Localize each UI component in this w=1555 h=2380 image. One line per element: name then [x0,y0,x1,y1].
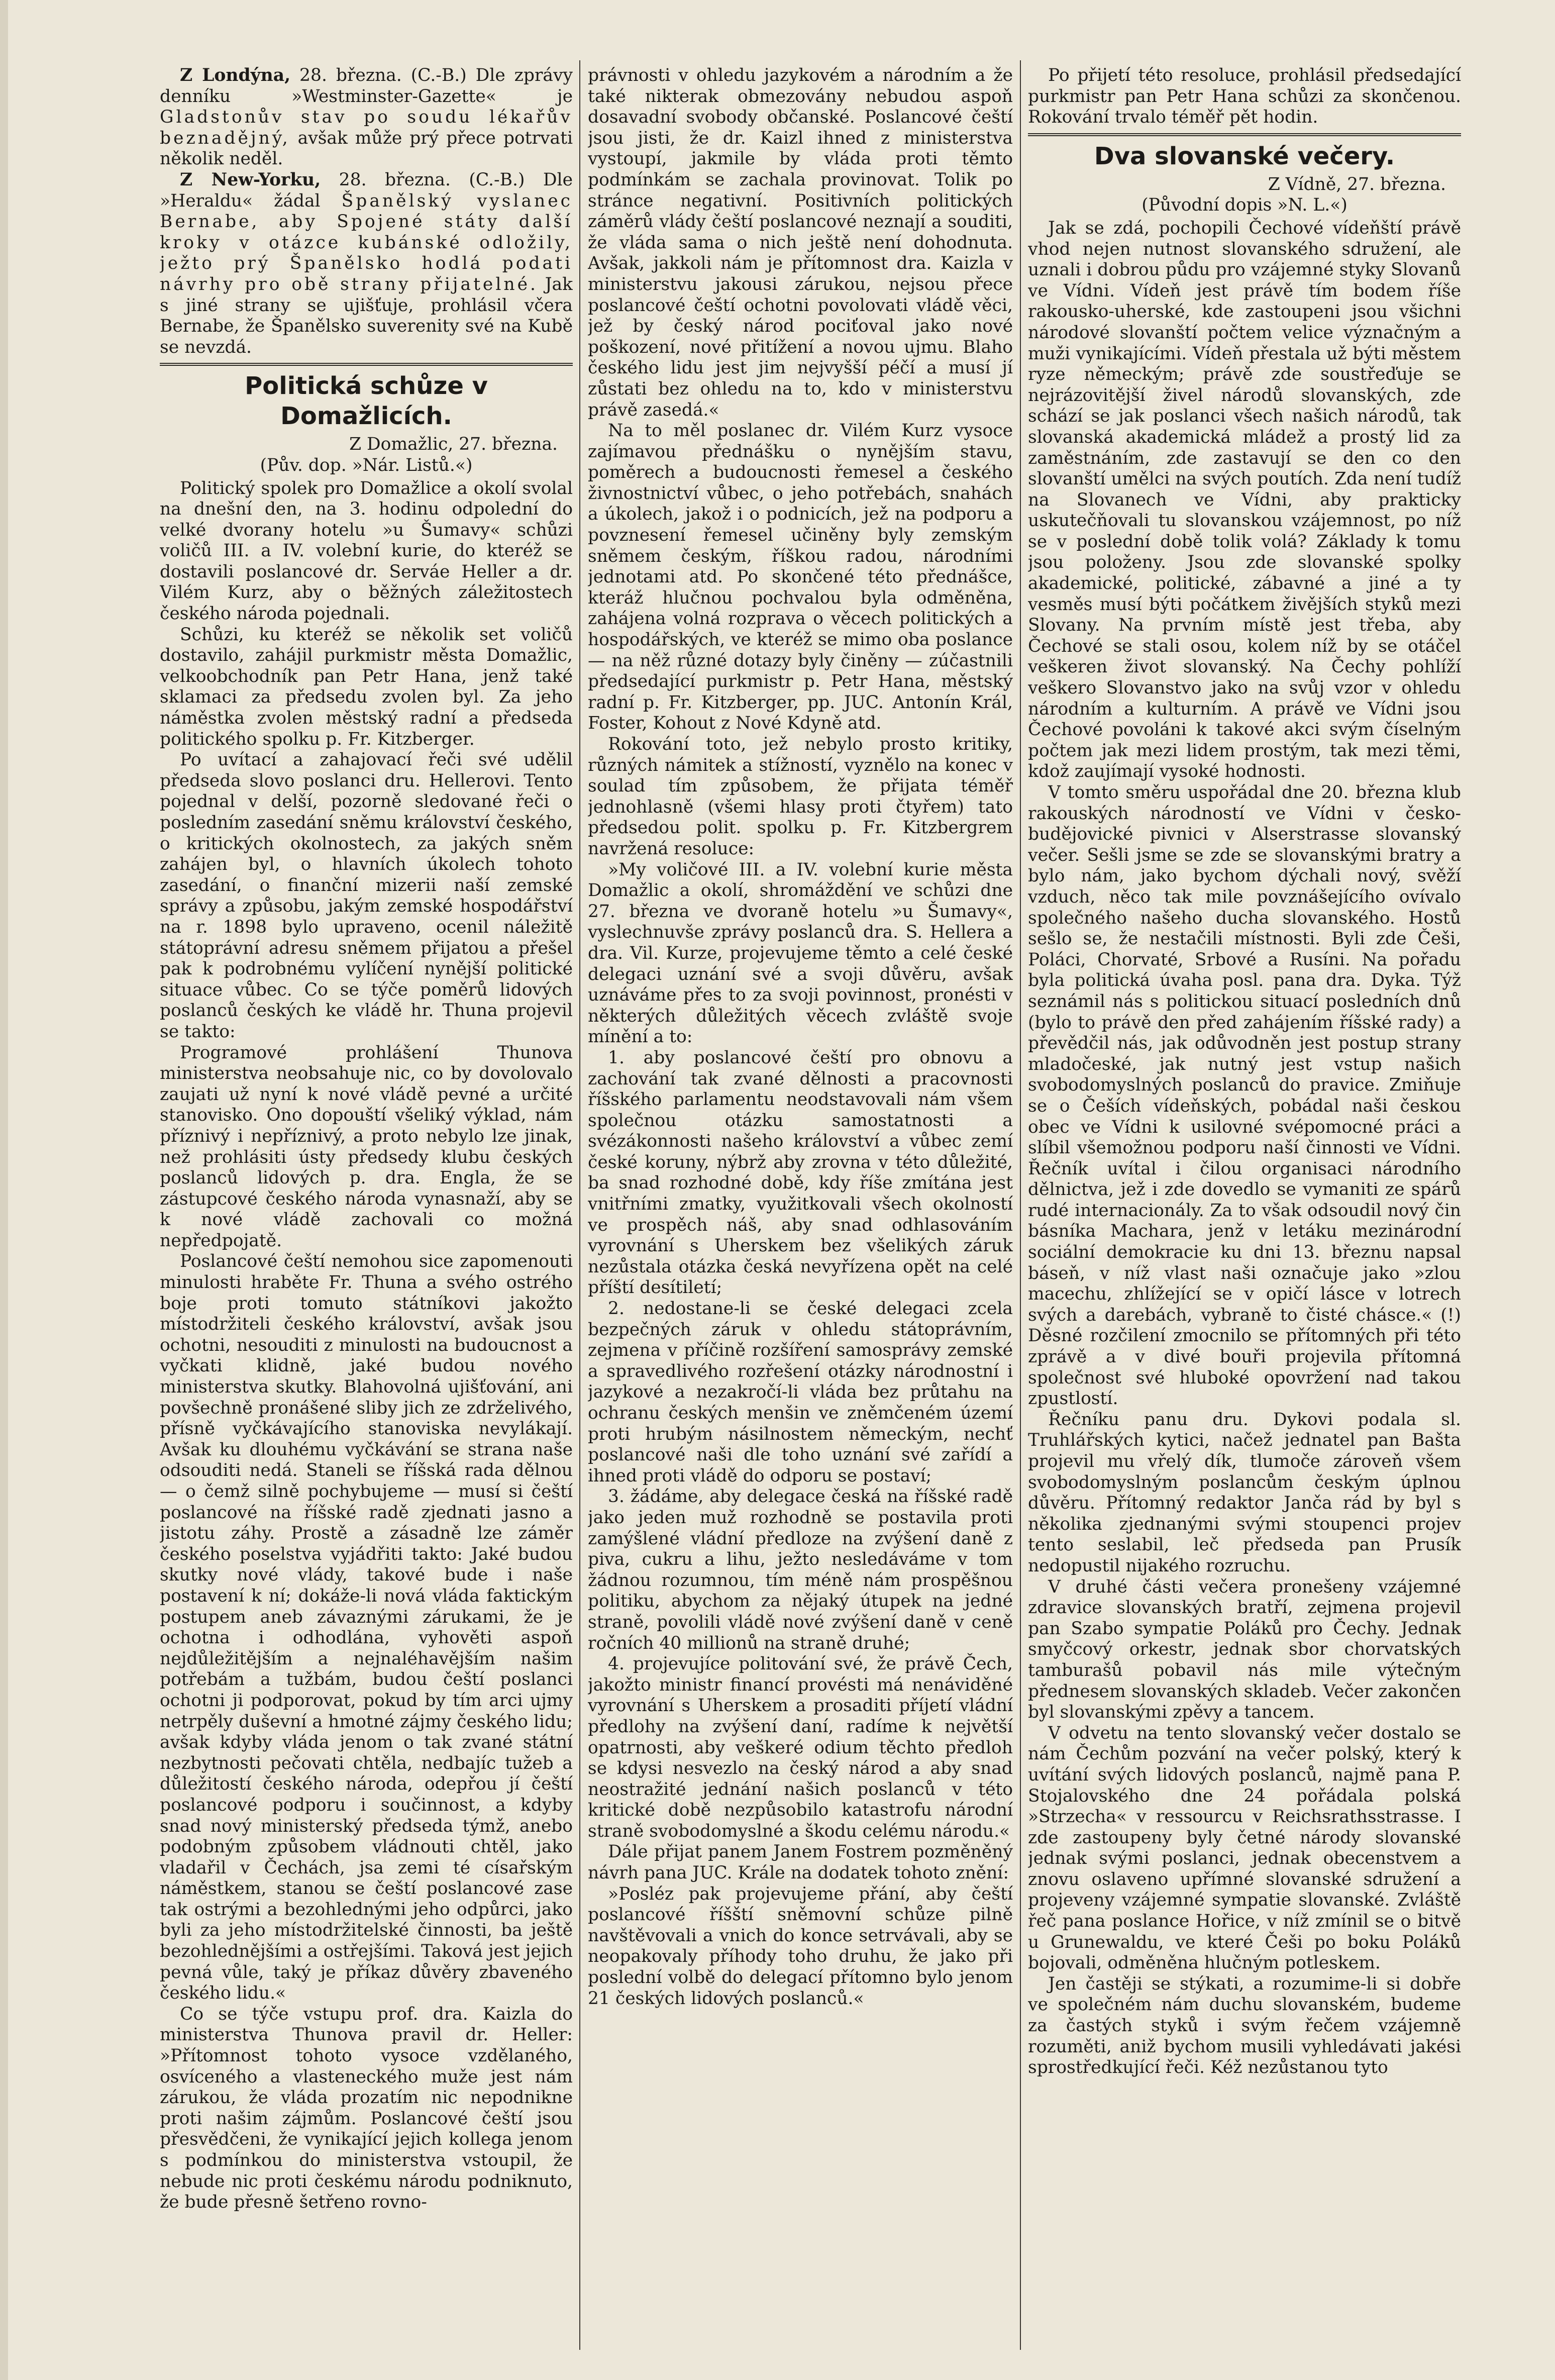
source-note: (Pův. dop. »Nár. Listů.«) [260,455,473,475]
column-1 [160,65,573,2350]
dateline: Z Domažlic, 27. března. [349,434,558,455]
paragraph: Schůzi, ku kteréž se několik set voličů dostavilo, zahájil purkmistr města Domažlic, velkoobchodník pan Petr Hana, jenž také sklamaci za předsedu zvolen byl. Za jeho náměstka zvolen městský radní a předseda politického spolku p. Fr. Kitzberger. [160,624,573,749]
paragraph: V druhé části večera pronešeny vzájemné zdravice slovanských bratří, zejmena projevil pan Szabo sympatie Poláků pro Čechy. Jednak smyčcový orkestr, jednak sbor chorvatských tamburašů pobavil nás mile výtečným přednesem slovanských skladeb. Večer zakončen byl slovanskými zpěvy a tancem. [1028,1576,1461,1723]
paragraph: Poslancové čeští nemohou sice zapomenouti minulosti hraběte Fr. Thuna a svého ostrého boje proti tomuto státníkovi jakožto místodržiteli českého království, avšak jsou ochotni, nesouditi z minulosti na budoucnost a vyčkati klidně, jaké budou nového ministerstva skutky. Blahovolná ujišťování, ani povšechně pronášené sliby jich ze zdrželivého, přísně vyčkávajícího stanoviska nevylákají. Avšak ku dlouhému vyčkávání se strana naše odsouditi nedá. Staneli se říšská rada dělnou — o čemž silně pochybujeme — musí si čeští poslancové na říšské radě zjednati jasno a jistotu záhy. Prostě a zásadně lze záměr českého poselstva vyjádřiti takto: Jaké budou skutky nové vlády, takové bude i naše postavení k ní; dokáže-li nová vláda faktickým postupem aneb závaznými zárukami, že je ochotna i odhodlána, vyhověti aspoň nejdůležitějším a nejnaléhavějším našim potřebám a tužbám, budou čeští poslanci ochotni ji podporovat, pokud by tím arci ujmy netrpěly duševní a hmotné zájmy českého lidu; avšak kdyby vláda jenom o tak zvané státní nezbytnosti pečovati chtěla, nedbajíc tužeb a důležitostí českého národa, odepřou jí čeští poslancové podporu i součinnost, a kdyby snad nový ministerský předseda týmž, anebo podobným způsobem vládnouti chtěl, jako vladařil v Čechách, jsa zemi té císařským náměstkem, stanou se čeští poslancové zase tak ostrými a bezohlednými jeho odpůrci, jako byli za jeho místodržitelské činnosti, ba ještě bezohlednějšími a ostřejšími. Taková jest jejich pevná vůle, taký je příkaz důvěry zbaveného českého lidu.« [160,1251,573,2004]
column-divider-1 [579,60,580,2350]
column-2 [588,65,1013,2350]
resolution-point-2: 2. nedostane-li se české delegaci zcela bezpečných záruk v ohledu státoprávním, zejmena v příčině rozšíření samosprávy zemské a spravedlivého rozřešení otázky národnostní i jazykové a nezakročí-li vláda bez průtahu na ochranu českých menšin ve zněmčeném území proti hrubým násilnostem německým, nechť poslancové naši dle toho uznání své zařídí a ihned proti vládě do odporu se postaví; [588,1299,1013,1486]
dateline: Z Vídně, 27. března. [1268,174,1446,194]
paragraph: Dále přijat panem Janem Fostrem pozměněný návrh pana JUC. Krále na dodatek tohoto znění: [588,1842,1013,1883]
paragraph: »Posléz pak projevujeme přání, aby čeští poslancové říšští sněmovní schůze pilně navštěvovali a vnich do konce setrvávali, aby se neopakovaly příhody toho druhu, že jako při poslední volbě do delegací přítomno bylo jenom 21 českých lidových poslanců.« [588,1883,1013,2009]
paragraph: právnosti v ohledu jazykovém a národním a že také nikterak obmezovány nebudou aspoň dosavadní svobody občanské. Poslancové čeští jsou jisti, že dr. Kaizl ihned z ministerstva vystoupí, jakmile by vláda proti těmto podmínkám se zachala provinovat. Tolik po stránce negativní. Positivních politických záměrů vlády čeští poslancové neznají a souditi, že vláda sama o nich ještě není dohodnuta. Avšak, jakkoli nám je přítomnost dra. Kaizla v ministerstvu jakousi zárukou, nejsou přece poslancové čeští ochotni povolovati vládě věci, jež by český národ pociťoval jako nové poškození, nové přitížení a novou ujmu. Blaho českého lidu jest jim nejvyšší péčí a musí jí zůstati bez ohledu na to, kdo v ministerstvu právě zasedá.« [588,65,1013,420]
section-rule [1028,133,1461,136]
section-rule [160,363,573,366]
paragraph: Na to měl poslanec dr. Vilém Kurz vysoce zajímavou přednášku o nynějším stavu, poměrech a budoucnosti řemesel a českého živnostnictví vůbec, o jeho potřebách, snahách a úkolech, jakož i o podnicích, jež na podporu a povznesení řemesel učiněny byly zemským sněmem českým, říškou radou, národními jednotami atd. Po skončené této přednášce, kteráž hlučnou pochvalou byla odměněna, zahájena volná rozprava o věcech politických a hospodářských, ve kteréž se mimo oba poslance — na něž různé dotazy byly činěny — zúčastnili předsedající purkmistr p. Petr Hana, městský radní p. Fr. Kitzberger, pp. JUC. Antonín Král, Foster, Kohout z Nové Kdyně atd. [588,421,1013,734]
news-item-london: Z Londýna, 28. března. (C.-B.) Dle zprávy denníku »Westminster-Gazette« je Gladstonův stav po soudu lékařův beznadějný, avšak může prý přece potrvati několik neděl. [160,65,573,169]
paragraph: V odvetu na tento slovanský večer dostalo se nám Čechům pozvání na večer polský, který k uvítání svých lidových poslanců, najmě pana P. Stojalovského dne 24 pořádala polská »Strzecha« v ressourcu v Reichsrathsstrasse. I zde zastoupeny byly četné národy slovanské jednak svými poslanci, jednak obecenstvem a znovu oslaveno upřímné slovanské sdružení a projeveny vzájemné sympatie slovanské. Zvláště řeč pana poslance Hořice, v níž zmínil se o bitvě u Grunewaldu, ve které Češi po boku Poláků bojovali, odměněna hlučným potleskem. [1028,1723,1461,1973]
paragraph: Jen častěji se stýkati, a rozumime-li si dobře ve společném nám duchu slovanském, budeme za častých styků i svým řečem vzájemně rozuměti, aniž bychom musili vyhledávati jakési sprostředkující řeči. Kéž nezůstanou tyto [1028,1973,1461,2078]
paragraph: Programové prohlášení Thunova ministerstva neobsahuje nic, co by dovolovalo zaujati už nyní k nové vládě pevné a určité stanovisko. Ono dopouští všeliký výklad, nám příznivý i nepříznivý, a proto nebylo lze jinak, než prohlásiti ústy předsedy klubu českých poslanců lidových p. dra. Engla, že se zástupcové českého národa vynasnaží, aby se k nové vládě zachovali co možná nepředpojatě. [160,1042,573,1251]
resolution-point-1: 1. aby poslancové čeští pro obnovu a zachování tak zvané dělnosti a pracovnosti říšského parlamentu neodstavovali nám všem společnou otázku samostatnosti a svézákonnosti našeho království a vůbec zemí české koruny, nýbrž aby zrovna v této důležité, ba snad rozhodné době, kdy říše zmítána jest vnitřními zmatky, využitkovali všech okolností ve prospěch náš, aby snad odhlasováním vyrovnání s Uherskem bez všelikých záruk nezůstala otázka česká nevyřízena opět na celé příští desítiletí; [588,1047,1013,1298]
paragraph: Po přijetí této resoluce, prohlásil předsedající purkmistr pan Petr Hana schůzi za skončenou. Rokování trvalo téměř pět hodin. [1028,65,1461,128]
headline-dva-slovanske-vecery: Dva slovanské večery. [1094,142,1395,170]
paragraph: Po uvítací a zahajovací řeči své udělil předseda slovo poslanci dru. Hellerovi. Tento pojednal v delší, pozorně sledované řeči o posledním zasedání sněmu království českého, o kritických okolnostech, za jakých sněm zahájen byl, o hlavních úkolech tohoto zasedání, o finanční mizerii naší zemské správy a způsobu, jakým zemské hospodářství na r. 1898 bylo upraveno, ocenil náležitě státoprávní adresu sněmem přijatou a přešel pak k podrobnému vylíčení nynější politické situace vůbec. Co se týče poměrů lidových poslanců českých ke vládě hr. Thuna projevil se takto: [160,750,573,1042]
resolution-point-4: 4. projevujíce politování své, že právě Čech, jakožto ministr financí provésti má nenáviděné vyrovnání s Uherskem a prosaditi příjetí vládní předlohy na zvýšení daní, radíme k největší opatrnosti, aby veškeré odium těchto předloh se kdysi nesvezlo na český národ a aby snad neostražité jednání našich poslanců v této kritické době nezpůsobilo katastrofu národní straně svobodomyslné a škodu celému národu.« [588,1654,1013,1841]
resolution-paragraph: »My voličové III. a IV. volební kurie města Domažlic a okolí, shromáždění ve schůzi dne 27. března ve dvoraně hotelu »u Šumavy«, vyslechnuvše zprávy poslanců dra. S. Hellera a dra. Vil. Kurze, projevujeme těmto a celé české delegaci uznání své a svoji důvěru, avšak uznáváme přes to za svoji povinnost, pronésti v některých důležitých věcech zvláště svoje mínění a to: [588,859,1013,1047]
source-note: (Původní dopis »N. L.«) [1142,195,1347,216]
paragraph: Politický spolek pro Domažlice a okolí svolal na dnešní den, na 3. hodinu odpolední do velké dvorany hotelu »u Šumavy« schůzi voličů III. a IV. volební kurie, do kteréž se dostavili poslancové dr. Serváe Heller a dr. Vilém Kurz, aby o běžných záležitostech českého národa pojednali. [160,478,573,624]
paragraph: Co se týče vstupu prof. dra. Kaizla do ministerstva Thunova pravil dr. Heller: »Přítomnost tohoto vysoce vzdělaného, osvíceného a vlasteneckého muže jest nám zárukou, že vláda prozatím nic nepodnikne proti našim zájmům. Poslancové čeští jsou přesvědčeni, že vynikající jejich kollega jenom s podmínkou do ministerstva vstoupil, že nebude nic proti českému národu podniknuto, že bude přesně šetřeno rovno- [160,2004,573,2213]
headline-politicka-schuze: Politická schůze v Domažlicích. [245,372,488,431]
column-3 [1028,65,1461,2350]
paragraph: Řečníku panu dru. Dykovi podala sl. Truhlářských kytici, načež jednatel pan Bašta projevil mu vřelý dík, tlumoče zároveň všem svobodomyslným poslancům českým úplnou důvěru. Přítomný redaktor Janča rád by byl s několika zjednanými svými stoupenci projev tento seslabil, leč předseda pan Prusík nedopustil nijakého rozruchu. [1028,1409,1461,1576]
resolution-point-3: 3. žádáme, aby delegace česká na říšské radě jako jeden muž rozhodně se postavila proti zamýšlené vládní předloze na zvýšení daně z piva, cukru a lihu, ježto nesledáváme v tom žádnou rozumnou, tím méně nám prospěšnou politiku, abychom za nějaký útupek na jedné straně, povolili vládě nové zvýšení daně v ceně ročních 40 millionů na straně druhé; [588,1486,1013,1653]
news-item-newyork: Z New-Yorku, 28. března. (C.-B.) Dle »Heraldu« žádal Španělský vyslanec Bernabe, aby Spojené státy další kroky v otázce kubánské odložily, ježto prý Španělsko hodlá podati návrhy pro obě strany přijatelné. Jak s jiné strany se ujišťuje, prohlásil včera Bernabe, že Španělsko suverenity své na Kubě se nevzdá. [160,169,573,357]
paragraph: Jak se zdá, pochopili Čechové vídeňští právě vhod nejen nutnost slovanského sdružení, ale uznali i dobrou půdu pro vzájemné styky Slovanů ve Vídni. Vídeň jest právě tím bodem říše rakousko-uherské, kde zastoupeni jsou všichni národové slovanští počtem velice význačným a muži vynikajícími. Vídeň přestala už býti městem ryze německým; právě zde soustřeďuje se nejrázovitější živel národů slovanských, zde schází se jak poslanci všech našich národů, tak slovanská akademická mládež a prostý lid za zaměstnáním, zde zastavují se den co den slovanští umělci na svých poutích. Zda není tudíž na Slovanech ve Vídni, aby prakticky uskutečňovali tu slovanskou vzájemnost, po níž se v poslední době tolik volá? Základy k tomu jsou položeny. Jsou zde slovanské spolky akademické, politické, zábavné a jiné a ty vesměs musí býti počátkem živějších styků mezi Slovany. Na prvním místě jest třeba, aby Čechové se stali osou, kolem níž by se otáčel veškeren život slovanský. Na Čechy pohlíží veškero Slovanstvo jako na svůj vzor v ohledu národním a kulturním. A právě ve Vídni jsou Čechové povoláni k takové akci svým číselným počtem jak mezi lidem prostým, tak mezi těmi, kdož zaujímají vysoké hodnosti. [1028,218,1461,782]
column-divider-2 [1020,60,1021,2350]
paragraph: Rokování toto, jež nebylo prosto kritiky, různých námitek a stížností, vyznělo na konec v soulad tím způsobem, že přijata téměř jednohlasně (všemi hlasy proti čtyřem) tato předsedou polit. spolku p. Fr. Kitzbergrem navržená resoluce: [588,734,1013,859]
paragraph: V tomto směru uspořádal dne 20. března klub rakouských národností ve Vídni v česko-budějovické pivnici v Alserstrasse slovanský večer. Sešli jsme se zde se slovanskými bratry a bylo nám, jako bychom dýchali nový, svěží vzduch, něco tak mile povznášejícího ovívalo společného našeho ducha slovanského. Hostů sešlo se, že nestačili místnosti. Byli zde Češi, Poláci, Chorvaté, Srbové a Rusíni. Na pořadu byla politická úvaha posl. pana dra. Dyka. Týž seznámil nás s politickou situací posledních dnů (bylo to právě den před zahájením říšské rady) a převědčil nás, jak odůvodněn jest postup strany mladočeské, jak nutný jest vstup našich svobodomyslných poslanců do pravice. Zmiňuje se o Češích vídeňských, pobádal naši českou obec ve Vídni k usilovné svépomocné práci a slíbil všemožnou podporu naší činnosti ve Vídni. Řečník uvítal i čilou organisaci národního dělnictva, jež i zde dovedlo se vymaniti ze spárů rudé internacionály. Za to však odsoudil nový čin básníka Machara, jenž v letáku mezinárodní sociální demokracie ku dni 13. březnu napsal báseň, v níž vlast naši označuje jako »zlou macechu, zhlížející se v opičí lásce v lotrech svých a darebách, vybraně to čisté chásce.« (!) Děsné rozčilení zmocnilo se přítomných při této zprávě a v divé bouři projevila přítomná společnost své hluboké opovržení nad takou zpustlostí. [1028,782,1461,1409]
